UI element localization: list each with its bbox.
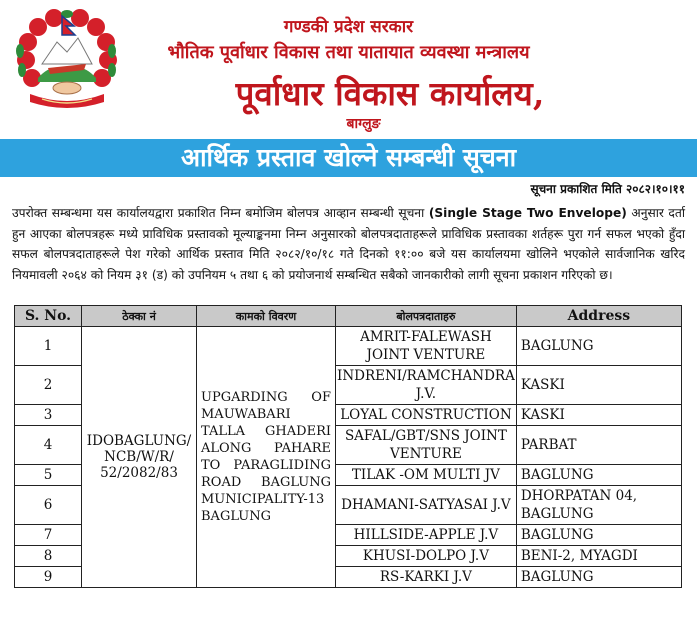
notice-body-part1: उपरोक्त सम्बन्धमा यस कार्यालयद्वारा प्रकाशित निम्न बमोजिम बोलपत्र आव्हान सम्बन्धी सूचना [12, 206, 429, 220]
cell-bidder: SAFAL/GBT/SNS JOINT VENTURE [336, 426, 517, 465]
cell-sn: 3 [15, 405, 82, 426]
cell-sn: 7 [15, 525, 82, 546]
cell-sn: 6 [15, 486, 82, 525]
notice-body [12, 203, 685, 285]
office-location: बाग्लुङ [346, 116, 381, 132]
cell-sn: 8 [15, 546, 82, 567]
cell-bidder: LOYAL CONSTRUCTION [336, 405, 517, 426]
header-address: Address [516, 306, 681, 327]
cell-sn: 1 [15, 327, 82, 366]
cell-address: BAGLUNG [516, 465, 681, 486]
cell-sn: 2 [15, 366, 82, 405]
header-bidders: बोलपत्रदाताहरु [336, 306, 517, 327]
letterhead [0, 0, 697, 140]
bidders-table [14, 305, 682, 588]
cell-address: BAGLUNG [516, 567, 681, 588]
cell-address: BAGLUNG [516, 525, 681, 546]
cell-address: BAGLUNG [516, 327, 681, 366]
table-header-row [15, 306, 682, 327]
header-contract-no: ठेक्का नं [82, 306, 197, 327]
cell-bidder: KHUSI-DOLPO J.V [336, 546, 517, 567]
cell-address: BENI-2, MYAGDI [516, 546, 681, 567]
office-name: पूर्वाधार विकास कार्यालय, [235, 74, 545, 113]
cell-sn: 4 [15, 426, 82, 465]
cell-bidder: HILLSIDE-APPLE J.V [336, 525, 517, 546]
cell-work-description: UPGARDING OF MAUWABARI TALLA GHADERI ALONG PAHARE TO PARAGLIDING ROAD BAGLUNG MUNICIPALITY-13 BAGLUNG [197, 327, 336, 588]
cell-bidder: AMRIT-FALEWASH JOINT VENTURE [336, 327, 517, 366]
notice-body-part2: अनुसार दर्ता हुन आएका बोलपत्रहरू मध्ये प्राविधिक प्रस्तावको मूल्याङ्कनमा निम्न अनुसारको बोलपत्रदाताहरूले प्राविधिक प्रस्तावका शर्तहरू पुरा गर्न सफल भएको हुँदा सफल बोलपत्रदाताहरूले पेश गरेको आर्थिक प्रस्ताव मिति २०८२/१०/१८ गते दिनको ११:०० बजे यस कार्यालयमा खोलिने भएकोले सार्वजानिक खरिद नियमावली २०६४ को नियम ३१ (ड) को उपनियम ५ तथा ६ को प्रयोजनार्थ सम्बन्धित सबैको जानकारीको लागी सूचना प्रकाशन गरिएको छ। [12, 206, 686, 282]
cell-address: DHORPATAN 04, BAGLUNG [516, 486, 681, 525]
ministry-name: भौतिक पूर्वाधार विकास तथा यातायात व्यवस्था मन्त्रालय [167, 42, 530, 63]
notice-title-banner: आर्थिक प्रस्ताव खोल्ने सम्बन्धी सूचना [0, 139, 697, 177]
cell-sn: 5 [15, 465, 82, 486]
cell-address: KASKI [516, 405, 681, 426]
cell-bidder: INDRENI/RAMCHANDRA J.V. [336, 366, 517, 405]
cell-sn: 9 [15, 567, 82, 588]
cell-address: PARBAT [516, 426, 681, 465]
table-row [15, 327, 682, 366]
cell-bidder: RS-KARKI J.V [336, 567, 517, 588]
notice-body-bold: (Single Stage Two Envelope) [428, 206, 627, 220]
header-work-description: कामको विवरण [197, 306, 336, 327]
cell-address: KASKI [516, 366, 681, 405]
government-name: गण्डकी प्रदेश सरकार [283, 17, 414, 37]
cell-contract-no: IDOBAGLUNG/ NCB/W/R/ 52/2082/83 [82, 327, 197, 588]
header-sn: S. No. [15, 306, 82, 327]
cell-bidder: DHAMANI-SATYASAI J.V [336, 486, 517, 525]
cell-bidder: TILAK -OM MULTI JV [336, 465, 517, 486]
publish-date: सूचना प्रकाशित मिति २०८२।१०।११ [530, 182, 685, 196]
